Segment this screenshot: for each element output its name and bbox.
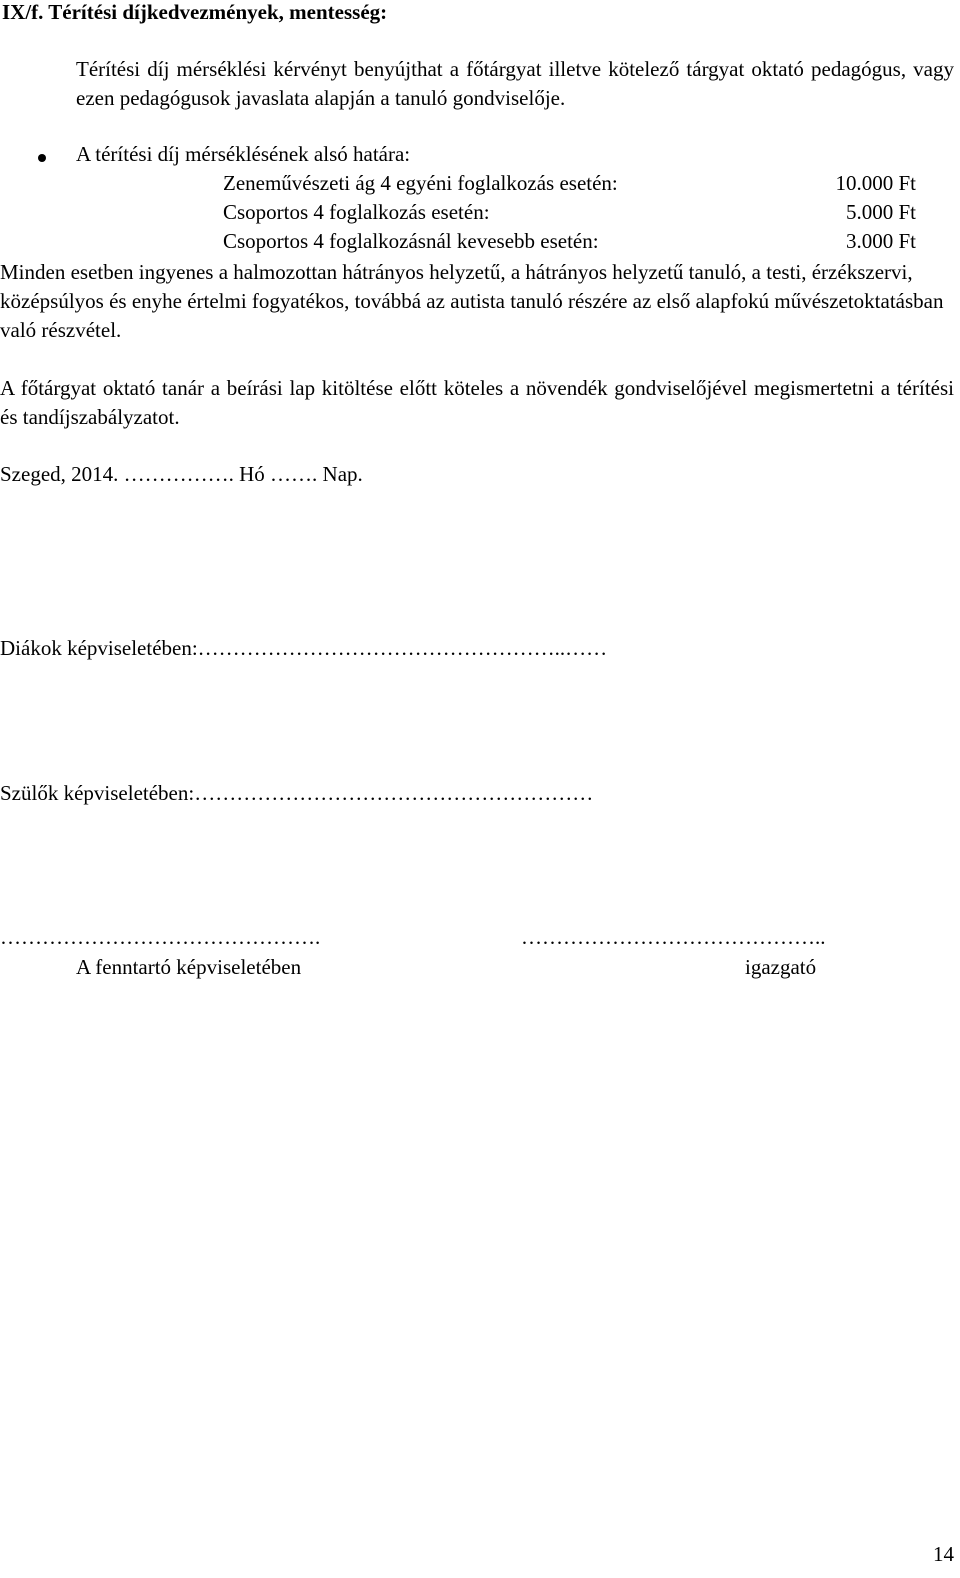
free-of-charge-paragraph: Minden esetben ingyenes a halmozottan hátrányos helyzetű, a hátrányos helyzetű tanuló, a testi, érzékszervi, középsúlyos és enyhe értelmi fogyatékos, továbbá az autista tanuló részére az első alapfokú művészetoktatásban való részvétel. [0,260,944,342]
section-title: IX/f. Térítési díjkedvezmények, mentesség: [2,0,388,24]
rate-label: Csoportos 4 foglalkozásnál kevesebb esetén: [223,229,599,253]
rate-label: Zeneművészeti ág 4 egyéni foglalkozás esetén: [223,171,618,195]
date-line: Szeged, 2014. ……………. Hó ……. Nap. [0,462,363,486]
rate-value: 10.000 Ft [835,171,916,195]
bullet-icon [38,154,46,162]
principal-signature-line: …………………………………….. [521,925,826,949]
teacher-obligation-paragraph: A főtárgyat oktató tanár a beírási lap kitöltése előtt köteles a növendék gondviselőjével megismertetni a térítési és tandíjszabályzatot. [0,376,954,429]
principal-signature-label: igazgató [745,955,817,979]
rate-value: 3.000 Ft [845,229,916,253]
maintainer-signature-label: A fenntartó képviseletében [76,955,302,979]
students-representative-line: Diákok képviseletében:……………………………………………..…… [0,636,608,660]
bullet-heading: A térítési díj mérséklésének alsó határa: [76,142,411,166]
rate-label: Csoportos 4 foglalkozás esetén: [223,200,490,224]
rate-value: 5.000 Ft [845,200,916,224]
intro-paragraph: Térítési díj mérséklési kérvényt benyújthat a főtárgyat illetve kötelező tárgyat oktató pedagógus, vagy ezen pedagógusok javaslata alapján a tanuló gondviselője. [76,57,954,110]
page-number: 14 [933,1542,954,1566]
parents-representative-line: Szülők képviseletében:………………………………………………… [0,781,594,805]
maintainer-signature-line: ………………………………………. [0,925,321,949]
